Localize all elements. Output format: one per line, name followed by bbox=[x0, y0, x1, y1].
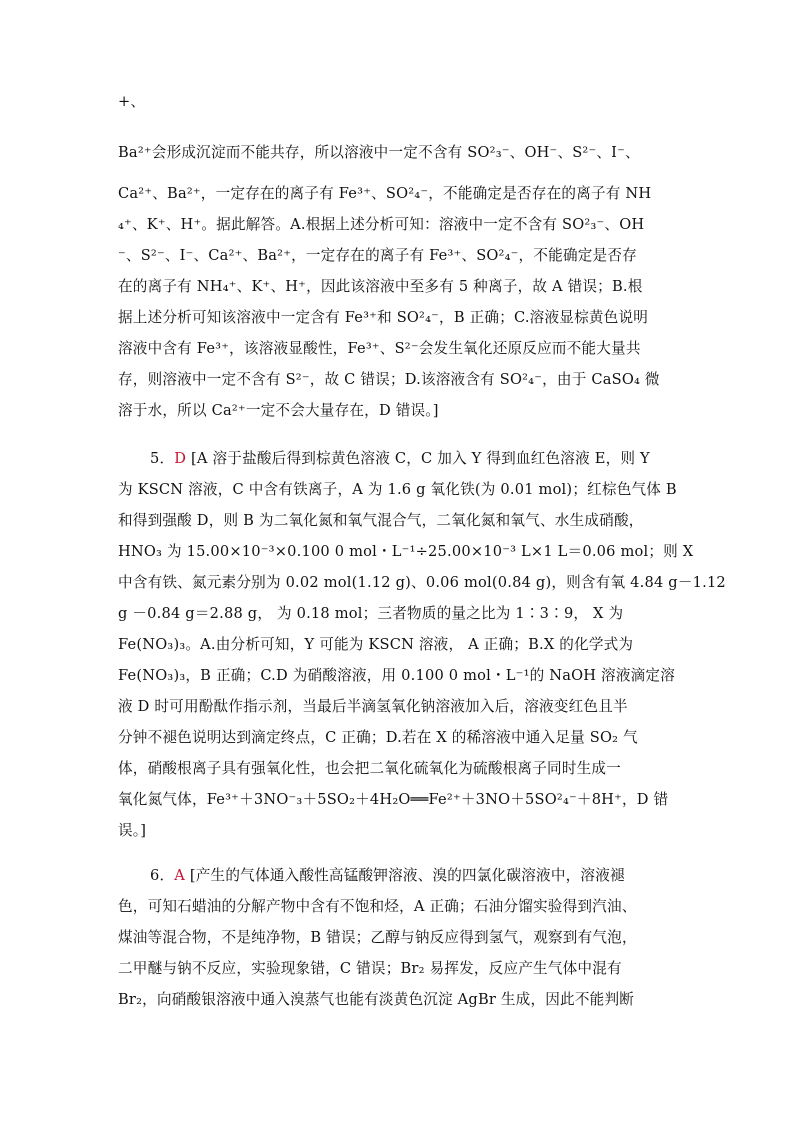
text-line: 和得到强酸 D，则 B 为二氧化氮和氧气混合气，二氧化氮和氧气、水生成硝酸， bbox=[118, 512, 644, 529]
text-line: 溶于水，所以 Ca²⁺一定不会大量存在，D 错误。] bbox=[118, 402, 439, 419]
question-5-heading: 5．D [A 溶于盐酸后得到棕黄色溶液 C，C 加入 Y 得到血红色溶液 E，则 Y bbox=[150, 450, 650, 467]
text-line: ⁻、S²⁻、I⁻、Ca²⁺、Ba²⁺，一定存在的离子有 Fe³⁺、SO²₄⁻，不能确定是否存 bbox=[118, 247, 637, 264]
text-line: 在的离子有 NH₄⁺、K⁺、H⁺，因此该溶液中至多有 5 种离子，故 A 错误；B.根 bbox=[118, 278, 643, 295]
text-line: 色，可知石蜡油的分解产物中含有不饱和烃，A 正确；石油分馏实验得到汽油、 bbox=[118, 898, 637, 915]
question-6-heading: 6．A [产生的气体通入酸性高锰酸钾溶液、溴的四氯化碳溶液中，溶液褪 bbox=[150, 867, 625, 884]
text-line: 分钟不褪色说明达到滴定终点，C 正确；D.若在 X 的稀溶液中通入足量 SO₂ 气 bbox=[118, 729, 638, 746]
text-line: 为 KSCN 溶液，C 中含有铁离子，A 为 1.6 g 氧化铁(为 0.01 mol)；红棕色气体 B bbox=[118, 481, 677, 498]
answer-letter: A bbox=[174, 867, 186, 884]
question-number: 5． bbox=[150, 450, 175, 467]
text-line: Ba²⁺会形成沉淀而不能共存，所以溶液中一定不含有 SO²₃⁻、OH⁻、S²⁻、I⁻、 bbox=[118, 144, 640, 161]
question-number: 6． bbox=[150, 867, 175, 884]
text-line: Ca²⁺、Ba²⁺，一定存在的离子有 Fe³⁺、SO²₄⁻，不能确定是否存在的离子有 NH bbox=[118, 185, 652, 202]
text-line: 中含有铁、氮元素分别为 0.02 mol(1.12 g)、0.06 mol(0.84 g)，则含有氧 4.84 g－1.12 bbox=[118, 574, 726, 591]
text-line: 液 D 时可用酚酞作指示剂，当最后半滴氢氧化钠溶液加入后，溶液变红色且半 bbox=[118, 698, 628, 715]
text-line: 溶液中含有 Fe³⁺，该溶液显酸性，Fe³⁺、S²⁻会发生氧化还原反应而不能大量共 bbox=[118, 340, 641, 357]
text-line: 煤油等混合物，不是纯净物，B 错误；乙醇与钠反应得到氢气，观察到有气泡， bbox=[118, 929, 637, 946]
text-line: 误。] bbox=[118, 822, 147, 839]
text-line: 存，则溶液中一定不含有 S²⁻，故 C 错误；D.该溶液含有 SO²₄⁻，由于 CaSO₄ 微 bbox=[118, 371, 660, 388]
text-line: Fe(NO₃)₃，B 正确；C.D 为硝酸溶液，用 0.100 0 mol・L⁻¹的 NaOH 溶液滴定溶 bbox=[118, 667, 676, 684]
text-line: Fe(NO₃)₃。A.由分析可知，Y 可能为 KSCN 溶液， A 正确；B.X 的化学式为 bbox=[118, 636, 634, 653]
text-line: g －0.84 g＝2.88 g， 为 0.18 mol；三者物质的量之比为 1∶3∶9， X 为 bbox=[118, 605, 624, 622]
text-line: 据上述分析可知该溶液中一定含有 Fe³⁺和 SO²₄⁻，B 正确；C.溶液显棕黄色说明 bbox=[118, 309, 649, 326]
text-line: 氧化氮气体，Fe³⁺＋3NO⁻₃＋5SO₂＋4H₂O══Fe²⁺＋3NO＋5SO²₄⁻＋8H⁺，D 错 bbox=[118, 791, 669, 808]
text-line: 体，硝酸根离子具有强氧化性，也会把二氧化硫氧化为硫酸根离子同时生成一 bbox=[118, 760, 621, 777]
answer-letter: D bbox=[174, 450, 187, 467]
text-line: HNO₃ 为 15.00×10⁻³×0.100 0 mol・L⁻¹÷25.00×10⁻³ L×1 L＝0.06 mol；则 X bbox=[118, 543, 694, 560]
text-line: Br₂，向硝酸银溶液中通入溴蒸气也能有淡黄色沉淀 AgBr 生成，因此不能判断 bbox=[118, 991, 635, 1008]
text-line: +、 bbox=[118, 93, 146, 110]
text-line: 二甲醚与钠不反应，实验现象错，C 错误；Br₂ 易挥发，反应产生气体中混有 bbox=[118, 960, 622, 977]
text-line: ₄⁺、K⁺、H⁺。据此解答。A.根据上述分析可知：溶液中一定不含有 SO²₃⁻、OH bbox=[118, 216, 645, 233]
